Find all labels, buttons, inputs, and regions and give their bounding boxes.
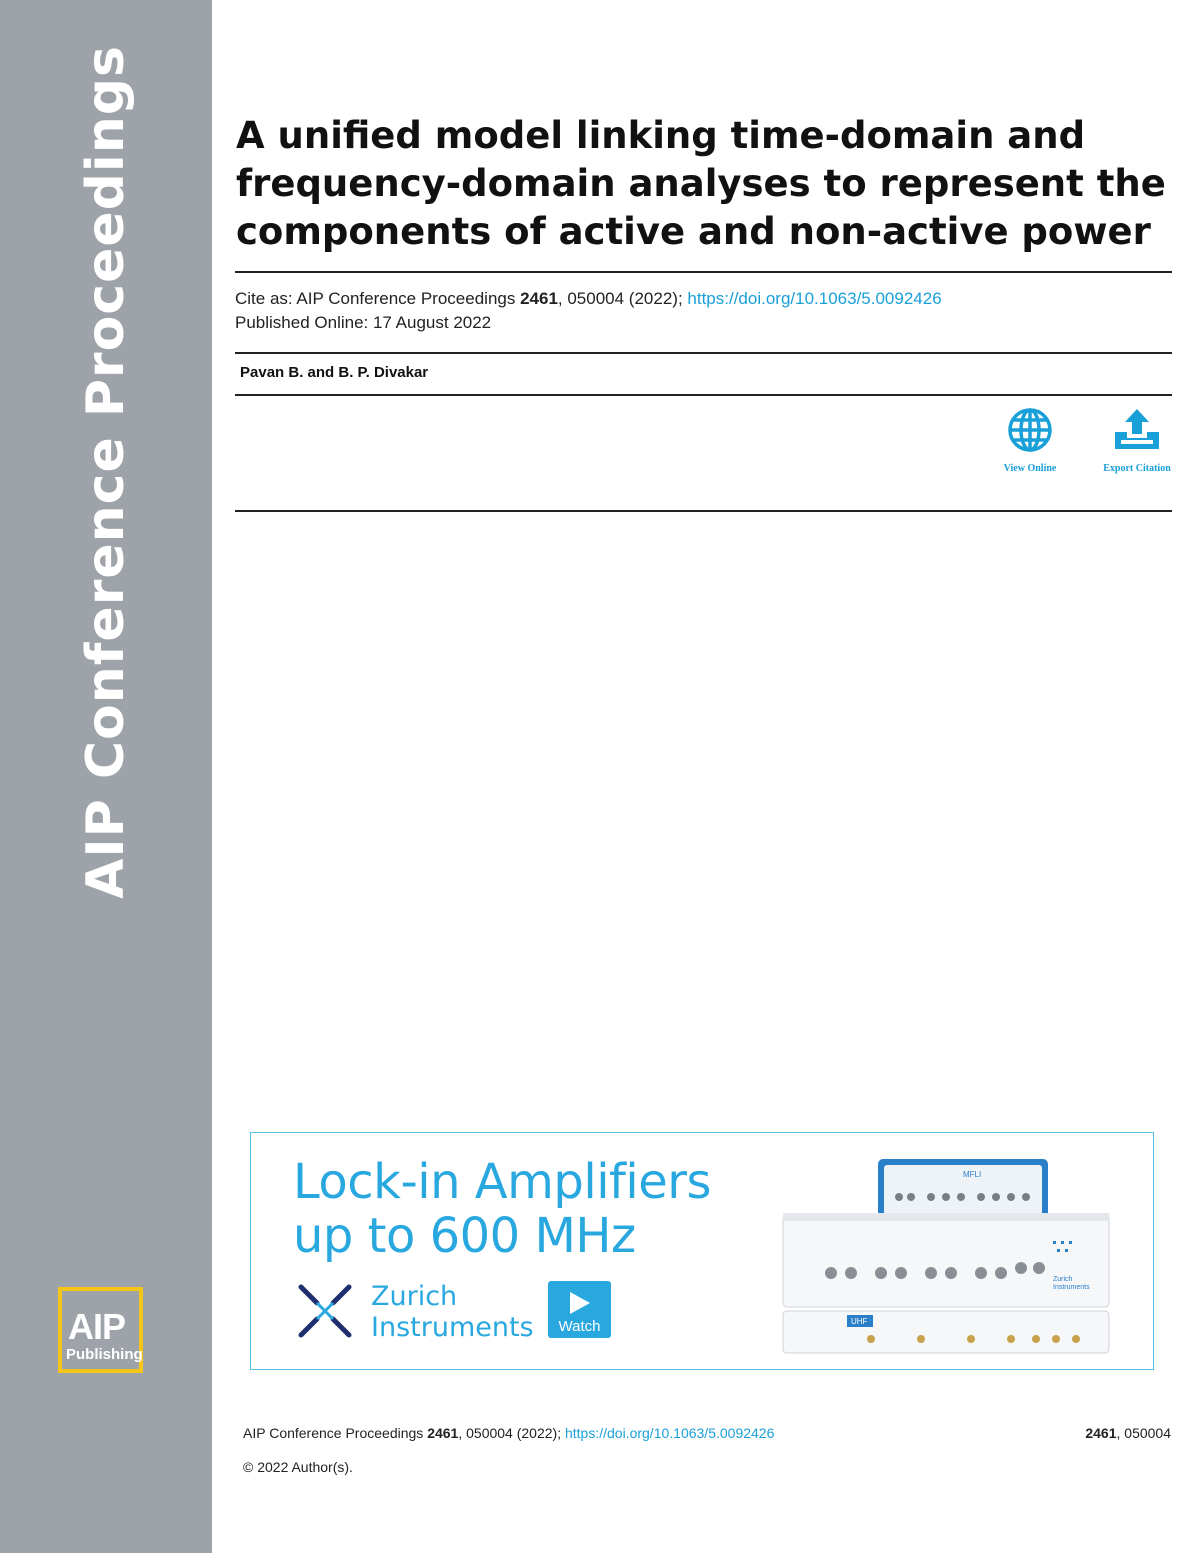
footer-doi-link[interactable]: https://doi.org/10.1063/5.0092426 (564, 1425, 775, 1441)
divider (235, 394, 1172, 396)
cite-as-line (235, 289, 942, 309)
divider (235, 271, 1172, 273)
logo-text-bottom: Publishing (66, 1346, 143, 1363)
device-bottom-label: UHF (851, 1317, 868, 1326)
brand-line-2: Instruments (371, 1312, 534, 1343)
logo-text-top: AIP (68, 1306, 126, 1347)
export-citation-button[interactable] (1097, 407, 1177, 474)
watch-label: Watch (558, 1318, 601, 1335)
sidebar-journal-title: AIP Conference Proceedings (76, 45, 136, 899)
footer-citation (243, 1425, 774, 1441)
aip-publishing-logo[interactable] (58, 1287, 143, 1373)
lock-in-amplifier-devices-image (781, 1153, 1116, 1358)
doi-link[interactable]: https://doi.org/10.1063/5.0092426 (687, 289, 942, 308)
authors: Pavan B. and B. P. Divakar (240, 364, 429, 381)
view-online-button[interactable] (990, 407, 1070, 474)
footer-cite-prefix: AIP Conference Proceedings (243, 1425, 428, 1441)
upload-tray-icon (1111, 407, 1163, 453)
sidebar (0, 0, 212, 1553)
device-middle-brand-1: Zurich (1053, 1276, 1073, 1283)
device-middle-brand-2: Instruments (1053, 1284, 1090, 1291)
ad-headline (293, 1155, 711, 1263)
divider (235, 352, 1172, 354)
copyright: © 2022 Author(s). (243, 1459, 353, 1475)
divider (235, 510, 1172, 512)
brand-line-1: Zurich (371, 1281, 458, 1312)
device-top-label: MFLI (963, 1170, 982, 1179)
export-citation-label: Export Citation (1103, 463, 1171, 474)
published-online: Published Online: 17 August 2022 (235, 313, 492, 332)
ad-headline-line-1: Lock-in Amplifiers (293, 1154, 712, 1210)
cite-volume: 2461 (520, 289, 558, 308)
cite-rest: , 050004 (2022); (557, 289, 688, 308)
zurich-instruments-ad[interactable] (250, 1132, 1154, 1370)
play-icon (568, 1291, 592, 1315)
footer-volume: 2461 (427, 1425, 459, 1441)
ad-headline-line-2: up to 600 MHz (293, 1208, 636, 1264)
zurich-instruments-wordmark (371, 1281, 534, 1343)
footer-page-rest: , 050004 (1116, 1425, 1171, 1441)
article-title: A unified model linking time-domain and frequency-domain analyses to represent the components of active and non-active power (236, 114, 1166, 253)
watch-button[interactable] (548, 1281, 611, 1338)
footer-page-volume: 2461 (1085, 1425, 1117, 1441)
footer-cite-rest: , 050004 (2022); (458, 1425, 565, 1441)
view-online-label: View Online (1003, 463, 1057, 474)
zurich-instruments-logo-icon (295, 1281, 355, 1341)
cite-prefix: Cite as: AIP Conference Proceedings (235, 289, 521, 308)
globe-icon (1007, 407, 1053, 453)
footer-page-id (1085, 1425, 1171, 1441)
